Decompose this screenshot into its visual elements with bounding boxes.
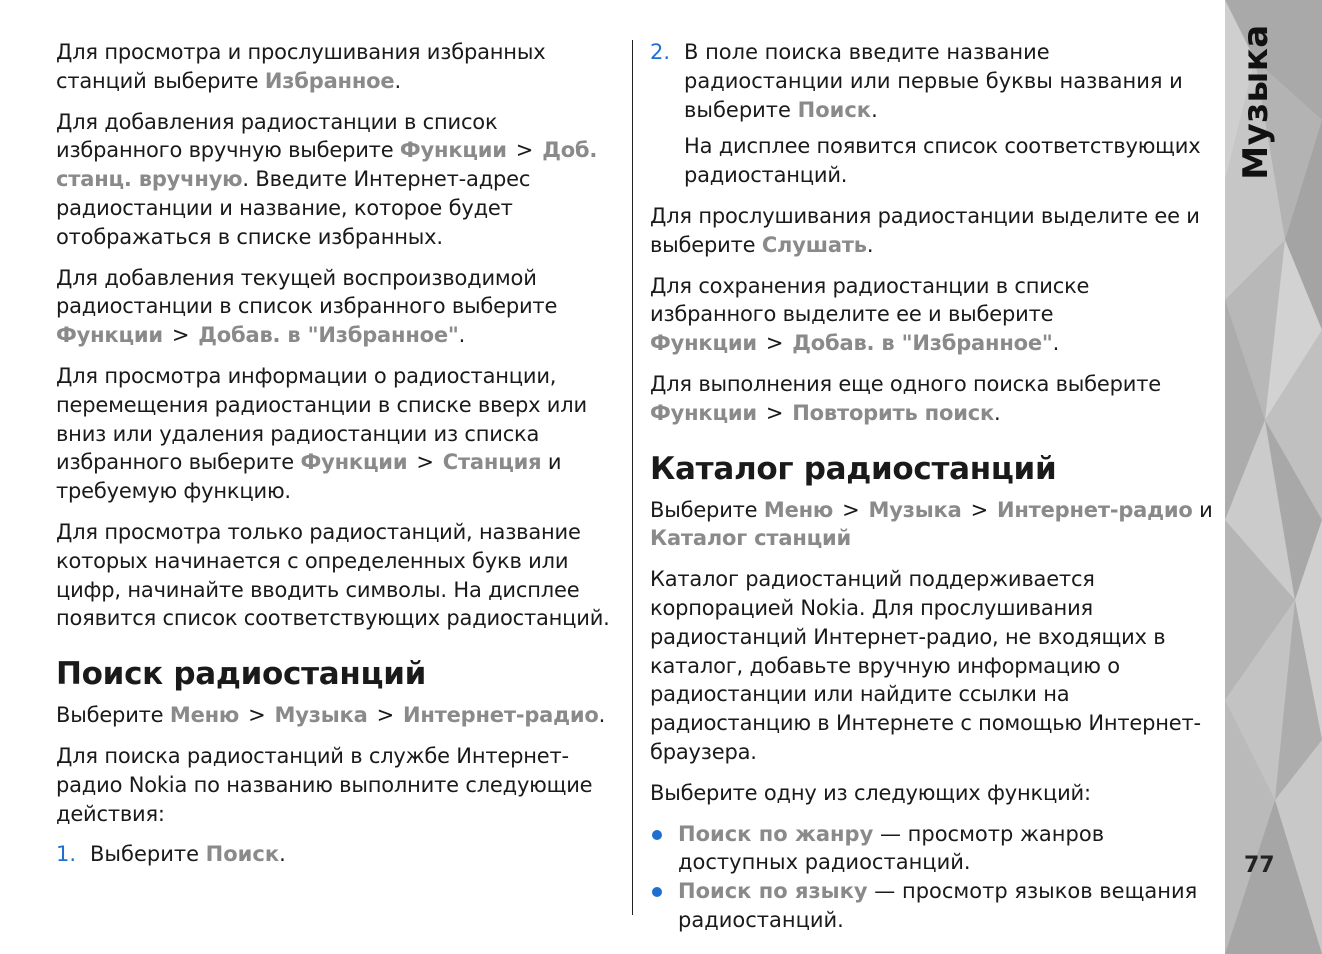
paragraph-catalog-description: Каталог радиостанций поддерживается корпорацией Nokia. Для прослушивания радиостанций Интернет-радио, не входящих в каталог, добавьте вручную информацию о радиостанции или найдите ссылки на радиостанцию в Интернете с помощью Интернет-браузера. (650, 567, 1201, 764)
chapter-title-text: Музыка (1236, 24, 1276, 180)
paragraph-choose-function: Выберите одну из следующих функций: (650, 780, 1091, 805)
paragraph-filter-by-letters: Для просмотра только радиостанций, название которых начинается с определенных букв или цифр, начинайте вводить символы. На дисплее появится список соответствующих радиостанций. (56, 519, 610, 631)
menu-path-item: Музыка (868, 497, 962, 522)
list-item: Поиск по языку — просмотр языков вещания радиостанций. (650, 877, 1215, 935)
menu-path-item: Функции (56, 323, 163, 348)
paragraph-add-manually: Для добавления радиостанции в список избранного вручную выберите Функции > Доб. станц. вручную. Введите Интернет-адрес радиостанции и название, которое будет отображаться в списке избранных. (56, 109, 598, 249)
menu-path-item: Поиск (205, 842, 280, 867)
menu-path-item: Избранное (264, 68, 395, 93)
list-item-step-1: 1. Выберите Поиск. (56, 840, 621, 869)
bullet-icon (652, 887, 662, 897)
list-item-step-2: 2. В поле поиска введите название радиостанции или первые буквы названия и выберите Поиск. На дисплее появится список соответствующих радиостанций. (650, 38, 1215, 190)
chapter-title (1236, 24, 1276, 180)
menu-path-item: Функции (300, 450, 408, 475)
menu-path-item: Меню (763, 497, 834, 522)
paragraph-station-info: Для просмотра информации о радиостанции, перемещения радиостанции в списке вверх или вниз или удаления радиостанции из списка избранного выберите Функции > Станция и требуемую функцию. (56, 363, 587, 504)
menu-path-item: Функции (650, 400, 757, 425)
paragraph-add-current: Для добавления текущей воспроизводимой радиостанции в список избранного выберите Функции > Добав. в "Избранное". (56, 265, 558, 348)
menu-path-separator: > (416, 450, 434, 475)
menu-path-item: Музыка (274, 703, 368, 728)
step-2-note: На дисплее появится список соответствующих радиостанций. (684, 134, 1201, 188)
menu-path-item: Добав. в "Избранное" (198, 323, 459, 348)
paragraph-catalog-path: Выберите Меню > Музыка > Интернет-радио и Каталог станций (650, 497, 1213, 551)
menu-path-separator: > (765, 400, 784, 425)
search-steps-list (56, 840, 621, 869)
menu-path-separator: > (515, 138, 534, 163)
catalog-functions-list (650, 820, 1215, 935)
menu-path-item: Функции (650, 331, 757, 356)
menu-path-separator: > (376, 703, 394, 728)
menu-path-item: Поиск (797, 97, 872, 122)
paragraph-search-path: Выберите Меню > Музыка > Интернет-радио. (56, 703, 606, 728)
column-divider (632, 40, 633, 915)
bullet-icon (652, 830, 662, 840)
menu-path-separator: > (765, 331, 784, 356)
menu-path-item: Поиск по языку (678, 879, 868, 904)
step-number: 2. (650, 40, 671, 64)
right-column (650, 38, 1215, 945)
menu-path-item: Каталог станций (650, 526, 852, 551)
menu-path-item: Станция (442, 450, 542, 475)
heading-station-catalog: Каталог радиостанций (650, 450, 1057, 487)
paragraph-search-intro: Для поиска радиостанций в службе Интернет-радио Nokia по названию выполните следующие действия: (56, 743, 593, 826)
paragraph-favorites-view: Для просмотра и прослушивания избранных станций выберите Избранное. (56, 40, 546, 93)
menu-path-separator: > (842, 497, 860, 522)
menu-path-item: Добав. в "Избранное" (792, 331, 1053, 356)
step-number: 1. (56, 842, 77, 867)
menu-path-item: Поиск по жанру (678, 821, 874, 846)
menu-path-separator: > (248, 703, 266, 728)
menu-path-separator: > (970, 497, 988, 522)
menu-path-item: Функции (399, 138, 507, 163)
left-column (56, 38, 621, 879)
menu-path-item: Интернет-радио (996, 497, 1193, 522)
menu-path-separator: > (171, 323, 190, 348)
list-item: Поиск по жанру — просмотр жанров доступных радиостанций. (650, 820, 1215, 878)
menu-path-item: Слушать (761, 232, 867, 257)
menu-path-item: Интернет-радио (402, 703, 599, 728)
menu-path-item: Повторить поиск (792, 400, 995, 425)
heading-station-search: Поиск радиостанций (56, 656, 427, 693)
menu-path-item: Доб. станц. вручную (56, 138, 598, 192)
menu-path-item: Меню (169, 703, 240, 728)
paragraph-repeat-search: Для выполнения еще одного поиска выберите Функции > Повторить поиск. (650, 371, 1161, 425)
page-number: 77 (1244, 853, 1275, 878)
paragraph-listen: Для прослушивания радиостанции выделите ее и выберите Слушать. (650, 203, 1200, 257)
paragraph-save-to-favorites: Для сохранения радиостанции в списке избранного выделите ее и выберите Функции > Добав. в "Избранное". (650, 273, 1090, 356)
search-steps-list-continued (650, 38, 1215, 190)
